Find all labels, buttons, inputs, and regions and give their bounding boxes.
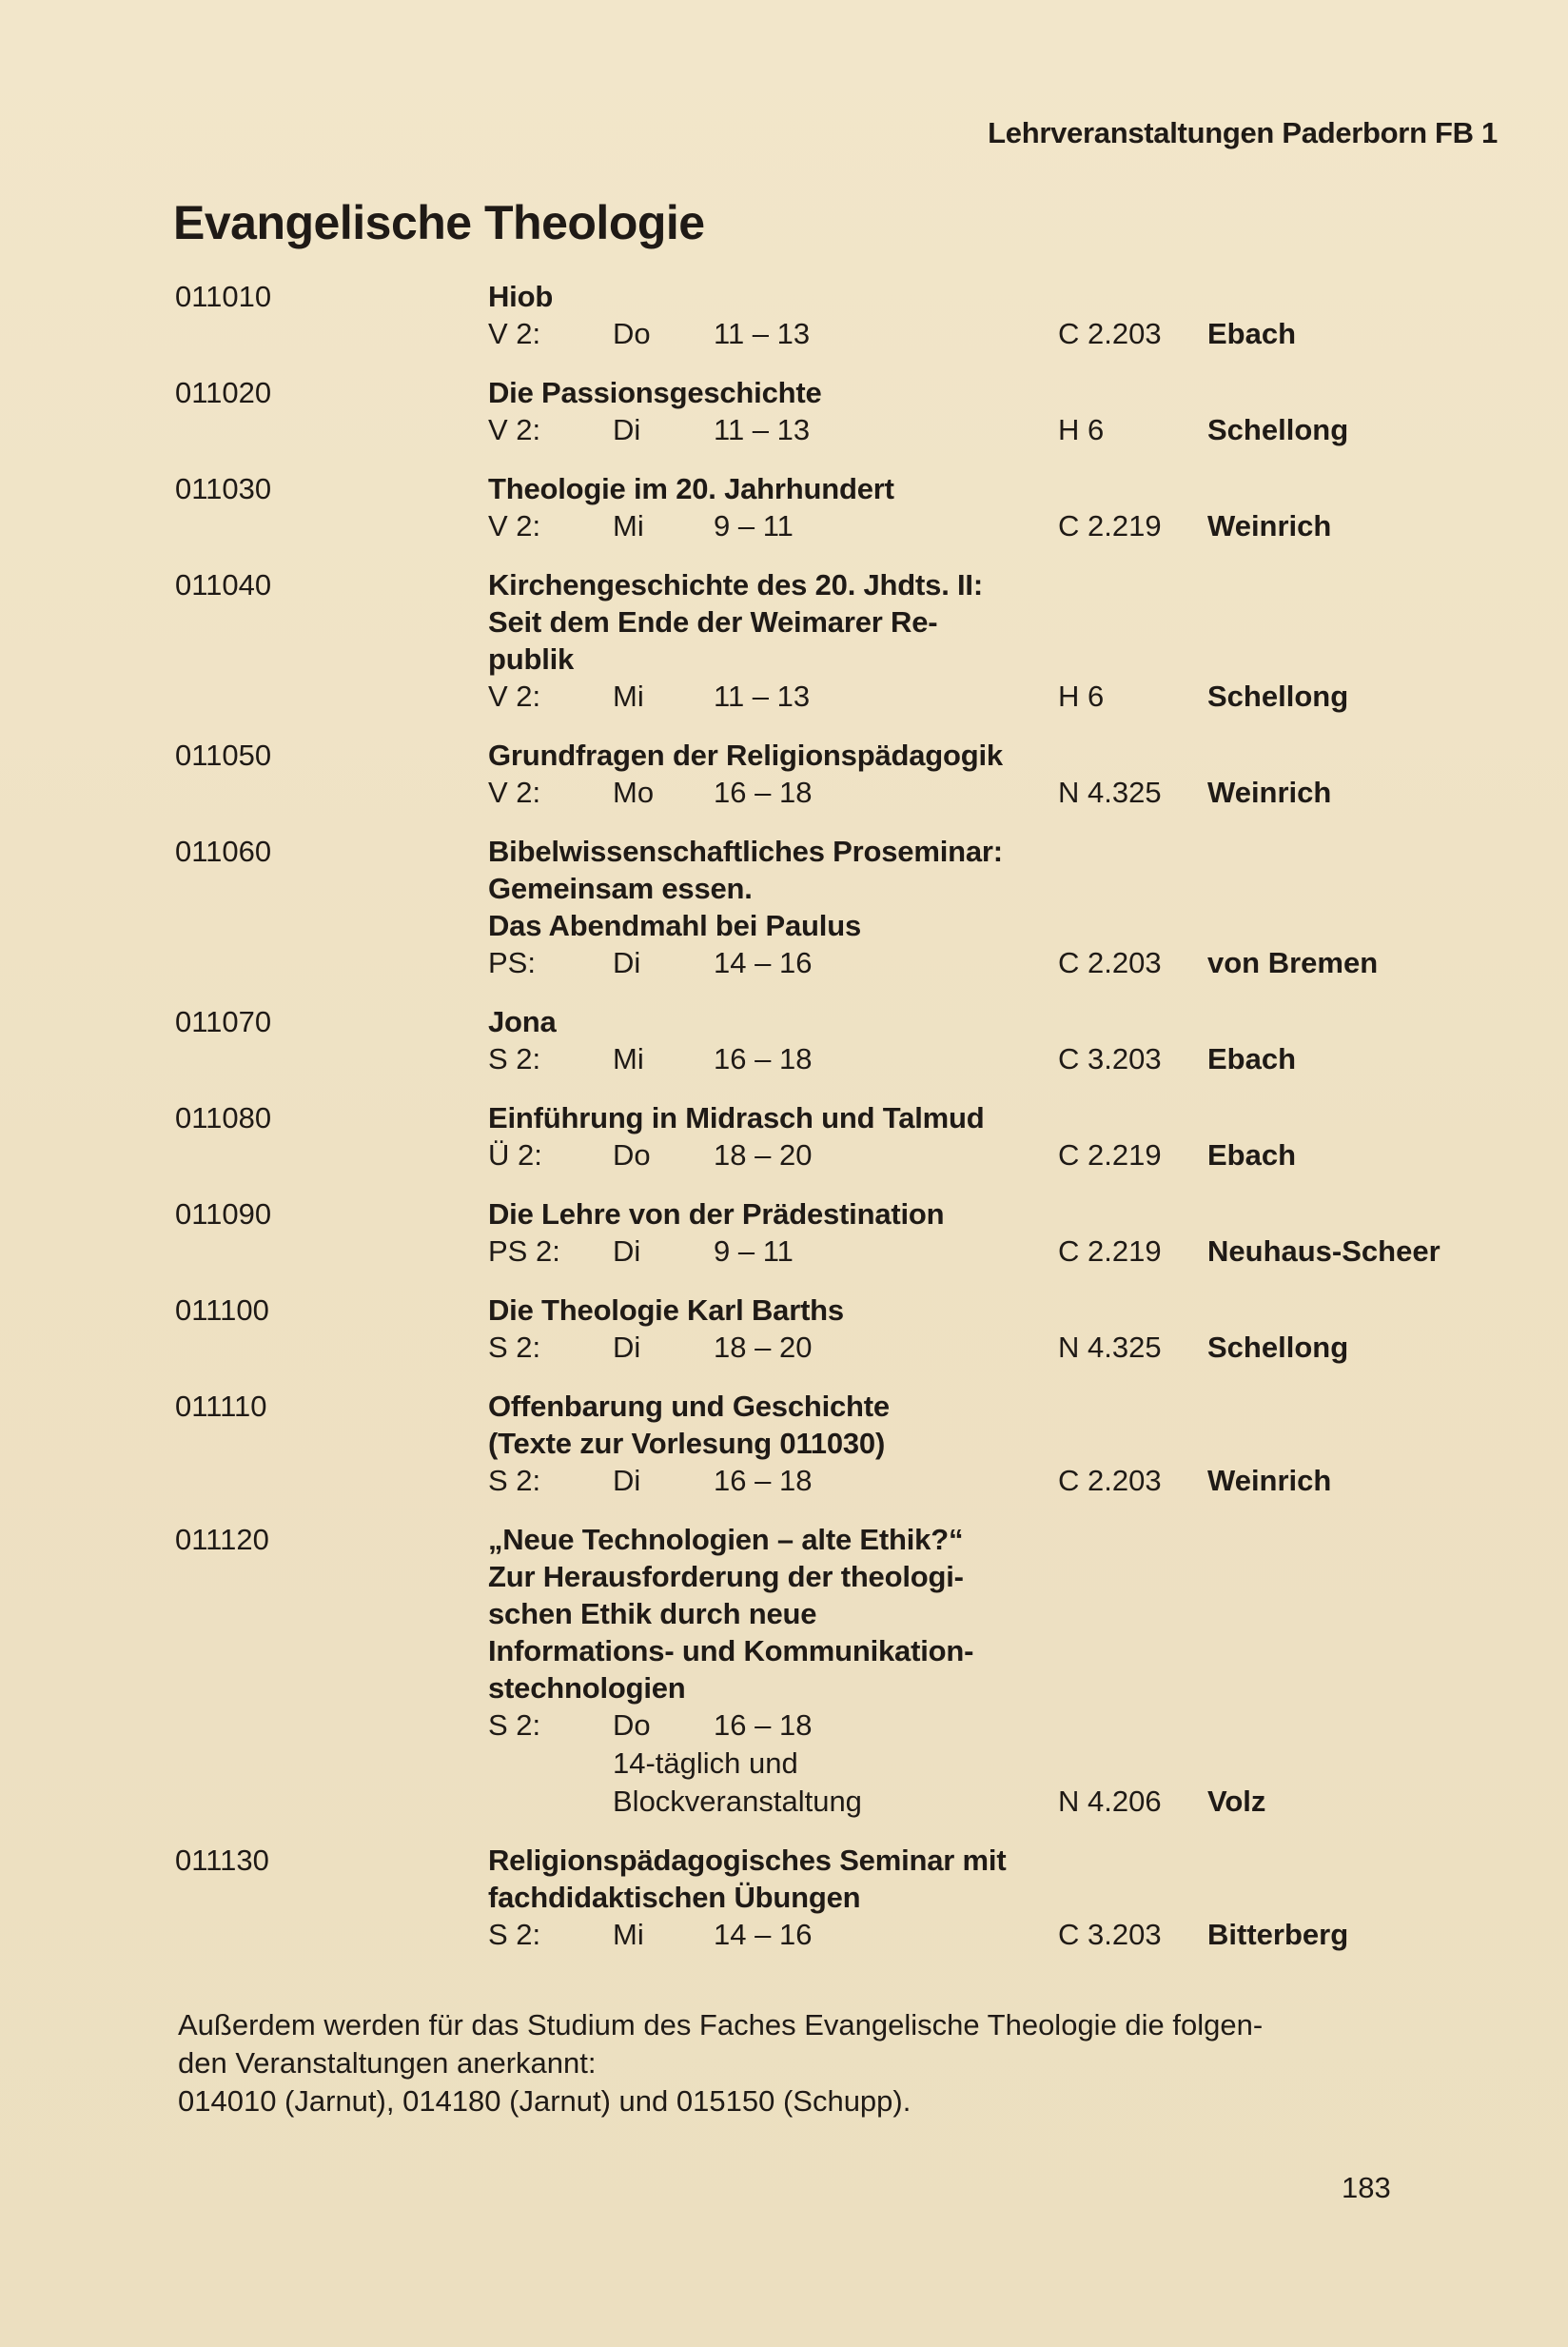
course-day: Mi [613, 1042, 644, 1075]
course-lecturer: Schellong [1207, 1331, 1349, 1364]
course-type: V 2: [488, 509, 541, 542]
course-lecturer: Volz [1207, 1785, 1266, 1818]
footnote [178, 2006, 1415, 2120]
course-time: 16 – 18 [714, 1464, 813, 1497]
course-type: S 2: [488, 1708, 541, 1742]
course-type: V 2: [488, 680, 541, 713]
course-entry [0, 1195, 1568, 1271]
course-lecturer: Ebach [1207, 1138, 1297, 1172]
course-type: S 2: [488, 1918, 541, 1951]
course-room: C 3.203 [1058, 1042, 1162, 1075]
course-room: C 3.203 [1058, 1918, 1162, 1951]
course-number: 011120 [175, 1523, 269, 1556]
course-entry [0, 1521, 1568, 1821]
course-lecturer: Schellong [1207, 680, 1349, 713]
course-title-line: Die Lehre von der Prädestination [488, 1197, 945, 1231]
course-entry [0, 374, 1568, 449]
course-entry [0, 1388, 1568, 1500]
course-title-line: Bibelwissenschaftliches Proseminar: [488, 835, 1003, 868]
course-schedule [488, 1706, 1568, 1745]
course-time: 16 – 18 [714, 776, 813, 809]
course-title-line: Die Theologie Karl Barths [488, 1293, 844, 1327]
course-day: Di [613, 946, 641, 979]
course-title [488, 470, 1568, 507]
course-title [488, 1195, 1568, 1233]
course-room: C 2.203 [1058, 1464, 1162, 1497]
course-time: 11 – 13 [714, 317, 811, 350]
course-schedule-note-row [488, 1783, 1568, 1821]
course-details [488, 1195, 1568, 1271]
course-time: 11 – 13 [714, 413, 811, 446]
course-time: 18 – 20 [714, 1138, 813, 1172]
course-title [488, 1099, 1568, 1136]
course-title-line: Grundfragen der Religionspädagogik [488, 739, 1003, 772]
course-title-line: Jona [488, 1005, 557, 1038]
course-schedule-note-row [488, 1745, 1568, 1783]
course-number: 011030 [175, 472, 272, 505]
course-number: 011010 [175, 280, 272, 313]
course-time: 11 – 13 [714, 680, 811, 713]
course-schedule-note: 14-täglich und [613, 1746, 798, 1780]
course-schedule [488, 678, 1568, 716]
course-lecturer: Ebach [1207, 1042, 1297, 1075]
course-title [488, 1388, 1568, 1462]
course-lecturer: Weinrich [1207, 776, 1332, 809]
course-schedule [488, 507, 1568, 545]
course-room: C 2.219 [1058, 509, 1162, 542]
course-details [488, 1292, 1568, 1367]
course-entry [0, 1292, 1568, 1367]
course-lecturer: Schellong [1207, 413, 1349, 446]
course-title-line: Die Passionsgeschichte [488, 376, 822, 409]
course-type: S 2: [488, 1464, 541, 1497]
course-entry [0, 1003, 1568, 1078]
course-entry [0, 566, 1568, 716]
course-schedule [488, 315, 1568, 353]
course-number: 011020 [175, 376, 272, 409]
course-schedule [488, 1136, 1568, 1174]
footnote-line: 014010 (Jarnut), 014180 (Jarnut) und 015150 (Schupp). [178, 2084, 911, 2118]
course-room: N 4.325 [1058, 776, 1162, 809]
course-details [488, 833, 1568, 982]
course-title-line: Offenbarung und Geschichte [488, 1390, 890, 1423]
course-title [488, 1292, 1568, 1329]
course-type: S 2: [488, 1042, 541, 1075]
course-schedule [488, 774, 1568, 812]
course-time: 18 – 20 [714, 1331, 813, 1364]
course-title-line: fachdidaktischen Übungen [488, 1881, 861, 1914]
course-title-line: publik [488, 642, 575, 676]
course-list [0, 278, 1568, 1954]
page-title: Evangelische Theologie [173, 196, 705, 249]
running-header: Lehrveranstaltungen Paderborn FB 1 [988, 116, 1498, 149]
course-time: 16 – 18 [714, 1042, 813, 1075]
course-schedule [488, 1916, 1568, 1954]
course-schedule [488, 411, 1568, 449]
course-details [488, 470, 1568, 545]
course-details [488, 278, 1568, 353]
course-title [488, 737, 1568, 774]
course-lecturer: Ebach [1207, 317, 1297, 350]
course-number: 011040 [175, 568, 272, 602]
course-title-line: (Texte zur Vorlesung 011030) [488, 1427, 886, 1460]
course-title-line: Seit dem Ende der Weimarer Re- [488, 605, 938, 639]
course-day: Mi [613, 1918, 644, 1951]
course-title-line: Theologie im 20. Jahrhundert [488, 472, 894, 505]
course-details [488, 737, 1568, 812]
course-day: Do [613, 317, 651, 350]
course-day: Di [613, 1331, 641, 1364]
course-schedule [488, 1329, 1568, 1367]
course-details [488, 1521, 1568, 1821]
course-schedule-note: Blockveranstaltung [613, 1785, 862, 1818]
course-entry [0, 1099, 1568, 1174]
course-lecturer: Weinrich [1207, 509, 1332, 542]
course-lecturer: Bitterberg [1207, 1918, 1349, 1951]
course-title-line: „Neue Technologien – alte Ethik?“ [488, 1523, 964, 1556]
course-title-line: Einführung in Midrasch und Talmud [488, 1101, 985, 1134]
course-title-line: Informations- und Kommunikation- [488, 1634, 974, 1667]
course-title-line: Gemeinsam essen. [488, 872, 753, 905]
course-title [488, 1521, 1568, 1706]
course-lecturer: Weinrich [1207, 1464, 1332, 1497]
course-entry [0, 278, 1568, 353]
course-title-line: Religionspädagogisches Seminar mit [488, 1844, 1007, 1877]
course-day: Do [613, 1708, 651, 1742]
course-details [488, 566, 1568, 716]
course-number: 011110 [175, 1390, 267, 1423]
course-entry [0, 737, 1568, 812]
course-number: 011080 [175, 1101, 272, 1134]
page-number: 183 [1342, 2171, 1391, 2204]
course-schedule [488, 1040, 1568, 1078]
course-type: PS 2: [488, 1234, 560, 1268]
course-title-line: Kirchengeschichte des 20. Jhdts. II: [488, 568, 983, 602]
course-entry [0, 833, 1568, 982]
course-room: C 2.219 [1058, 1138, 1162, 1172]
course-room: N 4.206 [1058, 1785, 1162, 1818]
course-day: Mi [613, 509, 644, 542]
course-schedule [488, 1233, 1568, 1271]
course-time: 9 – 11 [714, 1234, 794, 1268]
course-number: 011130 [175, 1844, 269, 1877]
course-title-line: stechnologien [488, 1671, 686, 1705]
course-number: 011100 [175, 1293, 269, 1327]
footnote-line: den Veranstaltungen anerkannt: [178, 2046, 597, 2080]
course-time: 9 – 11 [714, 509, 794, 542]
course-lecturer: von Bremen [1207, 946, 1379, 979]
course-room: C 2.203 [1058, 317, 1162, 350]
course-room: H 6 [1058, 413, 1105, 446]
course-room: C 2.219 [1058, 1234, 1162, 1268]
course-room: C 2.203 [1058, 946, 1162, 979]
course-title-line: Zur Herausforderung der theologi- [488, 1560, 964, 1593]
course-day: Mi [613, 680, 644, 713]
course-details [488, 1003, 1568, 1078]
course-day: Mo [613, 776, 655, 809]
course-room: N 4.325 [1058, 1331, 1162, 1364]
course-title [488, 1003, 1568, 1040]
course-title [488, 566, 1568, 678]
course-details [488, 1388, 1568, 1500]
course-number: 011070 [175, 1005, 272, 1038]
course-details [488, 1099, 1568, 1174]
course-type: S 2: [488, 1331, 541, 1364]
course-type: PS: [488, 946, 536, 979]
course-details [488, 374, 1568, 449]
course-schedule [488, 1462, 1568, 1500]
course-schedule [488, 944, 1568, 982]
course-title [488, 278, 1568, 315]
course-number: 011090 [175, 1197, 272, 1231]
course-entry [0, 470, 1568, 545]
course-day: Di [613, 1234, 641, 1268]
course-title-line: Hiob [488, 280, 554, 313]
course-day: Di [613, 1464, 641, 1497]
course-details [488, 1842, 1568, 1954]
course-type: V 2: [488, 317, 541, 350]
course-time: 16 – 18 [714, 1708, 813, 1742]
course-title [488, 1842, 1568, 1916]
course-type: V 2: [488, 413, 541, 446]
course-time: 14 – 16 [714, 1918, 813, 1951]
course-entry [0, 1842, 1568, 1954]
course-day: Di [613, 413, 641, 446]
course-title-line: schen Ethik durch neue [488, 1597, 817, 1630]
course-number: 011060 [175, 835, 272, 868]
footnote-line: Außerdem werden für das Studium des Faches Evangelische Theologie die folgen- [178, 2008, 1264, 2041]
course-room: H 6 [1058, 680, 1105, 713]
course-time: 14 – 16 [714, 946, 813, 979]
course-lecturer: Neuhaus-Scheer [1207, 1234, 1441, 1268]
course-title [488, 833, 1568, 944]
course-title [488, 374, 1568, 411]
course-type: V 2: [488, 776, 541, 809]
course-number: 011050 [175, 739, 272, 772]
course-type: Ü 2: [488, 1138, 542, 1172]
course-day: Do [613, 1138, 651, 1172]
course-title-line: Das Abendmahl bei Paulus [488, 909, 861, 942]
